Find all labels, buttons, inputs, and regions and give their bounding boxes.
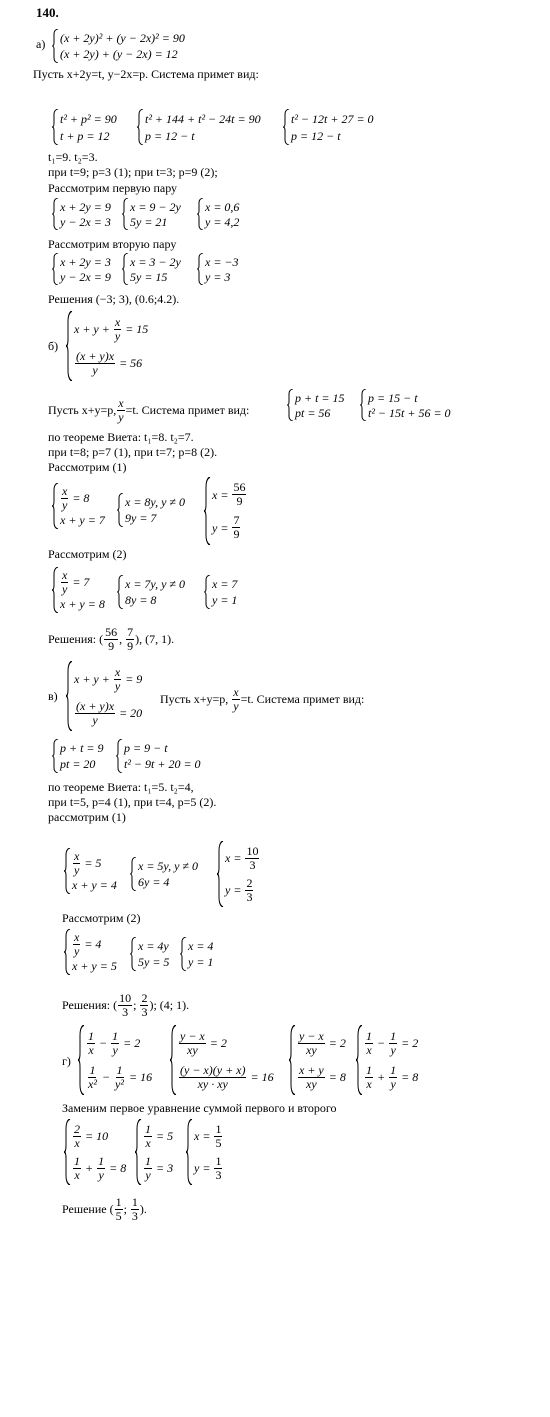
part-a-s5: x = 3 − 2y 5y = 15 [122,254,181,284]
part-b-system: x + y + $\frac{x}{y}$ = 15 $\frac{(x + y)x}{y}$ = 56 [66,312,148,380]
part-b-case-1: Рассмотрим (1) [48,460,127,474]
part-g-system-5: $\frac{2}{x}$ = 10 1 x + $\frac{1}{y}$ = 8 [64,1120,126,1184]
part-a-system-4: t² − 12t + 27 = 0 p = 12 − t [283,110,374,144]
part-a-s1: x + 2y = 9 y − 2x = 3 [52,199,111,229]
part-g-system-3: $\frac{y - x}{xy}$ = 2 $\frac{x + y}{xy}$ = 8 [289,1026,346,1094]
part-a-roots: t₁=9. t₂=3. [48,150,98,164]
part-v-substitution: Пусть x+y=p, $\frac{x}{y}$ =t. Система примет вид: [160,685,365,713]
part-g-answer: Решение ( 1 5 ; 1 3 ). [62,1195,147,1223]
part-v-case2-sys3: x = 4 y = 1 [180,938,213,970]
part-a-s4: x + 2y = 3 y − 2x = 9 [52,254,111,284]
part-v-label: в) [48,689,58,703]
part-b-pairs: при t=8; p=7 (1), при t=7; p=8 (2). [48,445,218,459]
part-g-system-4: 1 x − $\frac{1}{y}$ = 2 1 x + $\frac{1}{y}$ = 8 [356,1026,418,1094]
part-v-pairs: при t=5, p=4 (1), при t=4, p=5 (2). [48,795,217,809]
part-a-first-pair: Рассмотрим первую пару [48,181,178,195]
part-a-second-pair: Рассмотрим вторую пару [48,237,177,251]
part-a-system-2: t² + p² = 90 t + p = 12 [52,110,117,144]
part-b-system-a: p + t = 15 pt = 56 [287,390,345,420]
part-v-case1-sys3: x = $\frac{10}{3}$ y = $\frac{2}{3}$ [217,842,260,906]
part-a-substitution: Пусть x+2y=t, y−2x=p. Система примет вид: [33,67,259,81]
part-g-system-7: x = $\frac{1}{5}$ y = $\frac{1}{3}$ [186,1120,223,1184]
part-a-pairs: при t=9; p=3 (1); при t=3; p=9 (2); [48,165,218,179]
part-b-label: б) [48,339,59,353]
part-v-case2-sys1: $\frac{x}{y}$ = 4 x + y = 5 [64,930,117,974]
part-b-answer: Решения: ( 56 9 , 7 9 ), (7, 1). [48,625,175,653]
part-b-case2-sys1: $\frac{x}{y}$ = 7 x + y = 8 [52,568,105,612]
part-g-label: г) [62,1054,71,1068]
part-b-substitution: Пусть x+y=p, $\frac{x}{y}$ =t. Система примет вид: [48,396,250,424]
part-a-s6: x = −3 y = 3 [197,254,239,284]
part-b-case1-sys1: $\frac{x}{y}$ = 8 x + y = 7 [52,484,105,528]
part-v-system-b: p = 9 − t t² − 9t + 20 = 0 [116,740,201,772]
part-a-s3: x = 0,6 y = 4,2 [197,199,239,229]
part-b-vieta: по теореме Виета: t₁=8. t₂=7. [48,430,194,444]
part-v-vieta: по теореме Виета: t₁=5. t₂=4, [48,780,194,794]
part-a-system: (x + 2y)² + (y − 2x)² = 90 (x + 2y) + (y − 2x) = 12 [52,30,185,62]
part-b-system-b: p = 15 − t t² − 15t + 56 = 0 [360,390,451,420]
part-v-case-2: Рассмотрим (2) [62,911,141,925]
part-v-answer: Решения: ( 10 3 ; 2 3 ); (4; 1). [62,991,190,1019]
part-g-replace: Заменим первое уравнение суммой первого и второго [62,1101,337,1115]
part-v-system-a: p + t = 9 pt = 20 [52,740,104,772]
part-a-label: а) [36,37,46,51]
part-b-case1-sys2: x = 8y, y ≠ 0 9y = 7 [117,494,185,526]
part-a-system-3: t² + 144 + t² − 24t = 90 p = 12 − t [137,110,261,144]
part-g-system-6: $\frac{1}{x}$ = 5 $\frac{1}{y}$ = 3 [135,1120,173,1184]
part-b-case1-sys3: x = $\frac{56}{9}$ y = $\frac{7}{9}$ [204,478,247,544]
part-v-case1-sys1: $\frac{x}{y}$ = 5 x + y = 4 [64,849,117,893]
part-g-system-2: $\frac{y - x}{xy}$ = 2 $\frac{(y - x)(y + x)}{xy \cdot xy}$ = 16 [170,1026,274,1094]
part-b-case2-sys3: x = 7 y = 1 [204,576,237,608]
part-v-case-1: рассмотрим (1) [48,810,126,824]
part-b-case-2: Рассмотрим (2) [48,547,127,561]
part-a-s2: x = 9 − 2y 5y = 21 [122,199,181,229]
part-g-system-1: 1 x − $\frac{1}{y}$ = 2 1 x² − $\frac{1}{\text{y²}}$ = 16 [78,1026,152,1094]
part-v-system: x + y + $\frac{x}{y}$ = 9 $\frac{(x + y)x}{y}$ = 20 [66,662,142,730]
part-b-case2-sys2: x = 7y, y ≠ 0 8y = 8 [117,576,185,608]
part-a-answer: Решения (−3; 3), (0.6;4.2). [48,292,180,306]
problem-number: 140. [36,5,59,20]
part-v-case1-sys2: x = 5y, y ≠ 0 6y = 4 [130,858,198,890]
part-v-case2-sys2: x = 4y 5y = 5 [130,938,169,970]
